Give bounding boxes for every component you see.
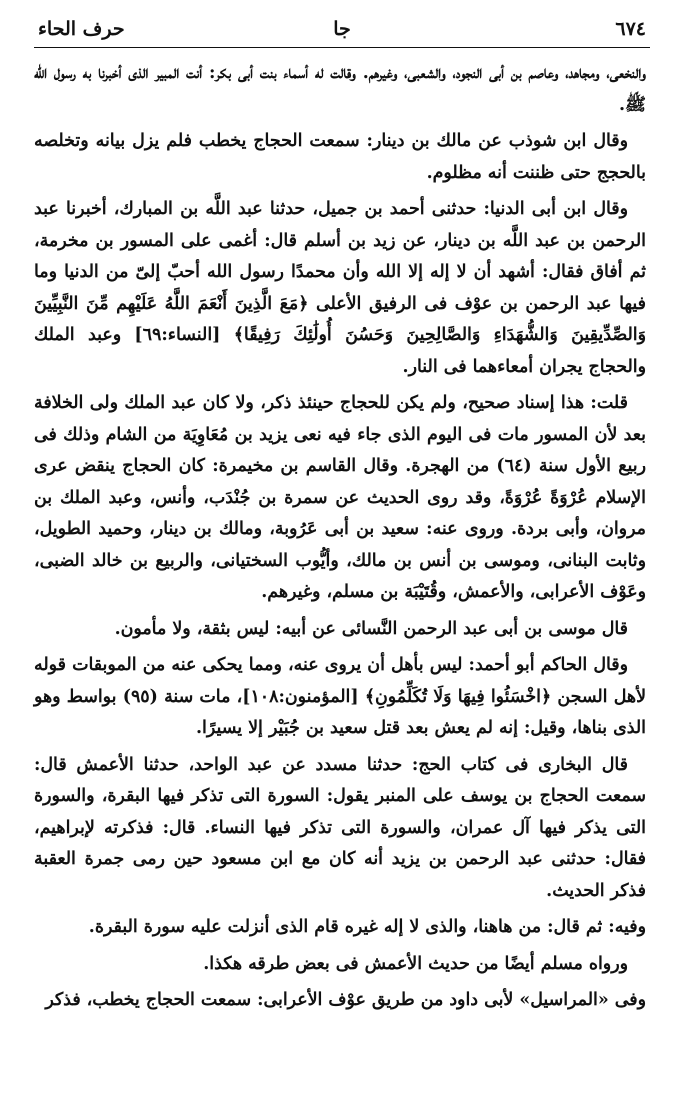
page-header [38,14,646,46]
volume-label: جا [333,18,351,40]
paragraph-7: قال البخارى فى كتاب الحج: حدثنا مسدد عن عبد الواحد، حدثنا الأعمش قال: سمعت الحجاج بن يوسف على المنبر يقول: السورة التى تذكر فيها البقرة، والسورة التى يذكر فيها آل عمران، والسورة التى تذكر فيها النساء. قال: فذكرته لإبراهيم، فقال: حدثنى عبد الرحمن بن يزيد أنه كان مع ابن مسعود حين رمى جمرة العقبة فذكر الحديث. [34,754,646,901]
paragraph-5: قال موسى بن أبى عبد الرحمن النَّسائى عن أبيه: ليس بثقة، ولا مأمون. [114,618,628,639]
header-rule [34,47,650,48]
page-number: ٦٧٤ [615,18,646,40]
paragraph-2: وقال ابن شوذب عن مالك بن دينار: سمعت الحجاج يخطب فلم يزل بيانه وتخلصه بالحجج حتى ظننت أنه مظلوم. [34,131,646,183]
chapter-title: حرف الحاء [38,18,125,40]
paragraph-8: وفيه: ثم قال: من هاهنا، والذى لا إله غيره قام الذى أنزلت عليه سورة البقرة. [88,917,646,937]
page-body [34,58,646,1080]
paragraph-10: وفى «المراسيل» لأبى داود من طريق عوْف الأعرابى: سمعت الحجاج يخطب، فذكر [45,990,646,1010]
paragraph-4: قلت: هذا إسناد صحيح، ولم يكن للحجاج حينئذ ذكر، ولا كان عبد الملك ولى الخلافة بعد لأن المسور مات فى اليوم الذى جاء فيه نعى يزيد بن مُعَاوِيَة من الشام وذلك فى ربيع الأول سنة (٦٤) من الهجرة. وقال القاسم بن مخيمرة: كان الحجاج ينقض عرى الإسلام عُرْوَةً عُرْوَةً، وقد روى الحديث عن سمرة بن جُنْدَب، وأنس، وعبد الملك بن مروان، وأبى بردة. وروى عنه: سعيد بن أبى عَرُوبة، ومالك بن دينار، وحميد الطويل، وثابت البنانى، وموسى بن أنس بن مالك، وأيُّوب السختيانى، والربيع بن خالد الضبى، وعَوْف الأعرابى، والأعمش، وقُتَيْبَة بن مسلم، وغيرهم. [34,393,646,602]
paragraph-3: وقال ابن أبى الدنيا: حدثنى أحمد بن جميل، حدثنا عبد اللَّه بن المبارك، أخبرنا عبد الرحمن بن عبد اللَّه بن دينار، عن زيد بن أسلم قال: أغمى على المسور بن مخرمة، ثم أفاق فقال: أشهد أن لا إله إلا الله وأن محمدًا رسول الله أحبّ إلىّ من الدنيا وما فيها عبد الرحمن بن عوْف فى الرفيق الأعلى ﴿مَعَ الَّذِينَ أَنْعَمَ اللَّهُ عَلَيْهِم مِّنَ النَّبِيِّينَ وَالصِّدِّيقِينَ وَالشُّهَدَاءِ وَالصَّالِحِينَ وَحَسُنَ أُولَٰئِكَ رَفِيقًا﴾ [النساء:٦٩] وعبد الملك والحجاج يجران أمعاءهما فى النار. [34,199,646,377]
paragraph-9: ورواه مسلم أيضًا من حديث الأعمش فى بعض طرقه هكذا. [203,953,628,974]
paragraph-6: وقال الحاكم أبو أحمد: ليس بأهل أن يروى عنه، ومما يحكى عنه من الموبقات قوله لأهل السجن ﴿اخْسَئُوا فِيهَا وَلَا تُكَلِّمُونِ﴾ [المؤمنون:١٠٨]، مات سنة (٩٥) بواسط وهو الذى بناها، وقيل: إنه لم يعش بعد قتل سعيد بن جُبَيْر إلا يسيرًا. [34,655,646,738]
paragraph-1: والنخعى، ومجاهد، وعاصم بن أبى النجود، والشعبى، وغيرهم. وقالت له أسماء بنت أبى بكر: أنت المبير الذى أخبرنا به رسول الله ﷺ. [34,63,646,115]
